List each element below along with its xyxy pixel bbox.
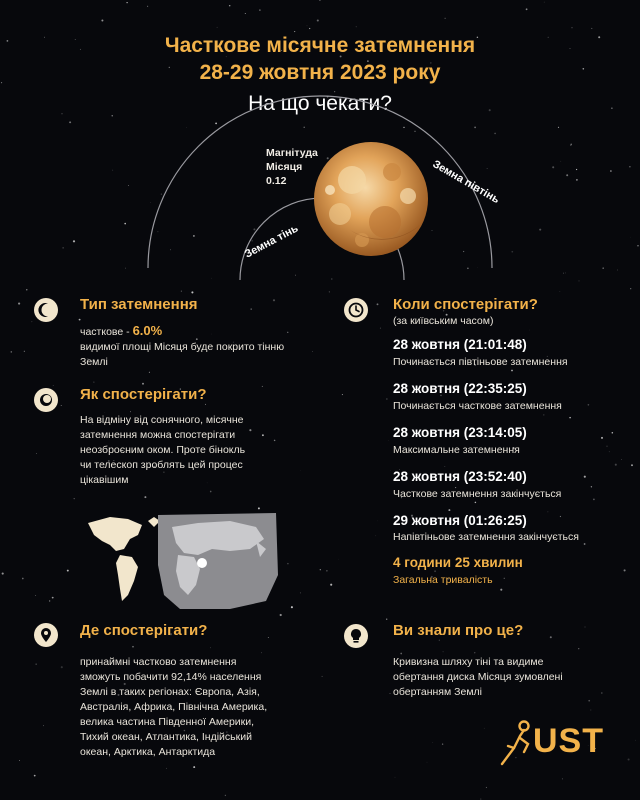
star (149, 372, 150, 373)
star (53, 385, 54, 386)
where-section-title: Де спостерігати? (80, 622, 208, 639)
star (19, 760, 20, 761)
star (448, 509, 450, 511)
star (36, 664, 37, 665)
star (591, 486, 592, 487)
star (511, 370, 513, 372)
fact-section-text (393, 655, 623, 700)
fact-line: обертання диска Місяця зумовлені (393, 671, 563, 683)
how-line: чи телескоп зроблять цей процес (80, 459, 243, 471)
type-prefix: часткове - (80, 326, 133, 338)
how-line: цікавішим (80, 474, 129, 486)
star (380, 328, 381, 329)
total-duration: 4 години 25 хвилин (393, 555, 523, 570)
type-description: видимої площі Місяця буде покрито тінню Землі (80, 341, 285, 368)
event-description: Максимальне затемнення (393, 444, 520, 456)
star (2, 573, 4, 575)
where-line: океан, Арктика, Антарктида (80, 746, 216, 758)
star (43, 725, 44, 726)
star (342, 394, 343, 395)
page-title-line1: Часткове місячне затемнення (164, 34, 476, 57)
page-title-line2: 28-29 жовтня 2023 року (199, 61, 441, 84)
star (529, 330, 530, 331)
star (287, 563, 289, 565)
how-section-text (80, 413, 320, 488)
star (585, 627, 586, 628)
where-line: принаймні частково затемнення (80, 656, 237, 668)
star (93, 382, 94, 383)
star (439, 640, 440, 641)
star (132, 646, 134, 648)
star (52, 597, 54, 599)
star (543, 414, 544, 415)
star (61, 405, 62, 406)
star (225, 795, 226, 796)
star (475, 502, 477, 504)
where-line: Землі в таких регіонах: Європа, Азія, (80, 686, 260, 698)
how-line: затемнення можна спостерігати (80, 429, 236, 441)
fact-section-title: Ви знали про це? (393, 622, 524, 639)
event-description: Починається часткове затемнення (393, 400, 562, 412)
crescent-moon-icon (34, 298, 58, 322)
star (35, 595, 36, 596)
star (166, 768, 167, 769)
star (61, 666, 63, 668)
where-line: зможуть побачити 92,14% населення (80, 671, 262, 683)
magnitude-label-line1: Магнітуда (266, 147, 318, 159)
clock-icon (344, 298, 368, 322)
star (390, 693, 391, 694)
star (612, 432, 614, 434)
star (607, 446, 608, 447)
star (433, 742, 434, 743)
event-description: Часткове затемнення закінчується (393, 488, 562, 500)
type-percent: 6.0% (132, 323, 163, 338)
star (24, 351, 25, 352)
star (268, 637, 269, 638)
star (262, 386, 263, 387)
star (142, 383, 144, 385)
where-line: Австралія, Африка, Північна Америка, (80, 701, 268, 713)
star (36, 453, 37, 454)
eye-moon-icon (34, 388, 58, 412)
moon-magnitude (266, 146, 318, 188)
star (443, 651, 444, 652)
magnitude-value: 0.12 (266, 175, 287, 187)
event-description: Напівтіньове затемнення закінчується (393, 531, 579, 543)
where-section-text (80, 655, 320, 760)
when-timezone-note: (за київським часом) (393, 315, 494, 327)
star (376, 536, 377, 537)
event-date: 28 жовтня (23:14:05) (393, 425, 527, 440)
where-line: велика частина Південної Америки, (80, 716, 255, 728)
star (560, 516, 561, 517)
how-section-title: Як спостерігати? (80, 386, 207, 403)
world-map (80, 505, 280, 615)
star (615, 464, 617, 466)
star (588, 404, 590, 406)
star (628, 758, 630, 760)
star (193, 766, 195, 768)
star (338, 559, 339, 560)
star (320, 569, 321, 570)
how-line: неозброєним оком. Проте бінокль (80, 444, 246, 456)
event-date: 28 жовтня (23:52:40) (393, 469, 527, 484)
type-section-title: Тип затемнення (80, 296, 198, 313)
star (74, 498, 75, 499)
star (144, 496, 146, 498)
star (49, 600, 50, 601)
star (548, 512, 549, 513)
page-subtitle: На що чекати? (248, 92, 392, 115)
star (22, 578, 24, 580)
star (79, 319, 81, 321)
star (32, 322, 33, 323)
star (34, 775, 36, 777)
event-date: 28 жовтня (22:35:25) (393, 381, 527, 396)
star (631, 464, 633, 466)
event-date: 29 жовтня (01:26:25) (393, 513, 527, 528)
event-date: 28 жовтня (21:01:48) (393, 337, 527, 352)
ust-logo-text: UST (533, 722, 604, 760)
when-section-title: Коли спостерігати? (393, 296, 538, 313)
star (322, 676, 323, 677)
total-duration-label: Загальна тривалість (393, 574, 493, 586)
star (326, 570, 328, 572)
how-line: На відміну від сонячного, місячне (80, 414, 244, 426)
star (569, 417, 571, 419)
star (386, 619, 387, 620)
star (550, 636, 552, 638)
star (205, 404, 206, 405)
star (67, 570, 69, 572)
star (562, 778, 563, 779)
star (593, 499, 595, 501)
star (484, 728, 485, 729)
star (210, 491, 212, 493)
star (480, 799, 481, 800)
star (486, 787, 487, 788)
star (250, 308, 251, 309)
star (291, 606, 293, 608)
fact-line: обертанням Землі (393, 686, 482, 698)
event-description: Починається півтіньове затемнення (393, 356, 568, 368)
penumbra-label: Земна півтінь (430, 158, 502, 207)
star (444, 466, 445, 467)
star (578, 648, 579, 649)
star (621, 459, 622, 460)
star (500, 589, 502, 591)
star (18, 303, 20, 305)
star (434, 570, 436, 572)
where-line: Тихий океан, Атлантика, Індійський (80, 731, 252, 743)
location-pin-icon (34, 623, 58, 647)
star (584, 543, 586, 545)
umbra-label: Земна тінь (242, 222, 301, 261)
star (377, 303, 379, 305)
star (312, 351, 313, 352)
eclipse-diagram (0, 0, 640, 300)
star (442, 743, 443, 744)
star (624, 569, 626, 571)
magnitude-label-line2: Місяця (266, 161, 303, 173)
star (609, 451, 610, 452)
star (474, 652, 475, 653)
star (601, 437, 603, 439)
star (300, 592, 301, 593)
star (388, 440, 389, 441)
star (386, 398, 387, 399)
fact-line: Кривизна шляху тіні та видиме (393, 656, 544, 668)
star (261, 652, 262, 653)
moon-icon (314, 142, 428, 256)
star (588, 700, 590, 702)
star (210, 647, 211, 648)
star (590, 709, 591, 710)
star (11, 351, 13, 353)
type-section-text (80, 323, 300, 370)
lightbulb-icon (344, 624, 368, 648)
star (330, 584, 332, 586)
moon-position-icon (197, 558, 207, 568)
star (504, 578, 505, 579)
star (584, 476, 586, 478)
